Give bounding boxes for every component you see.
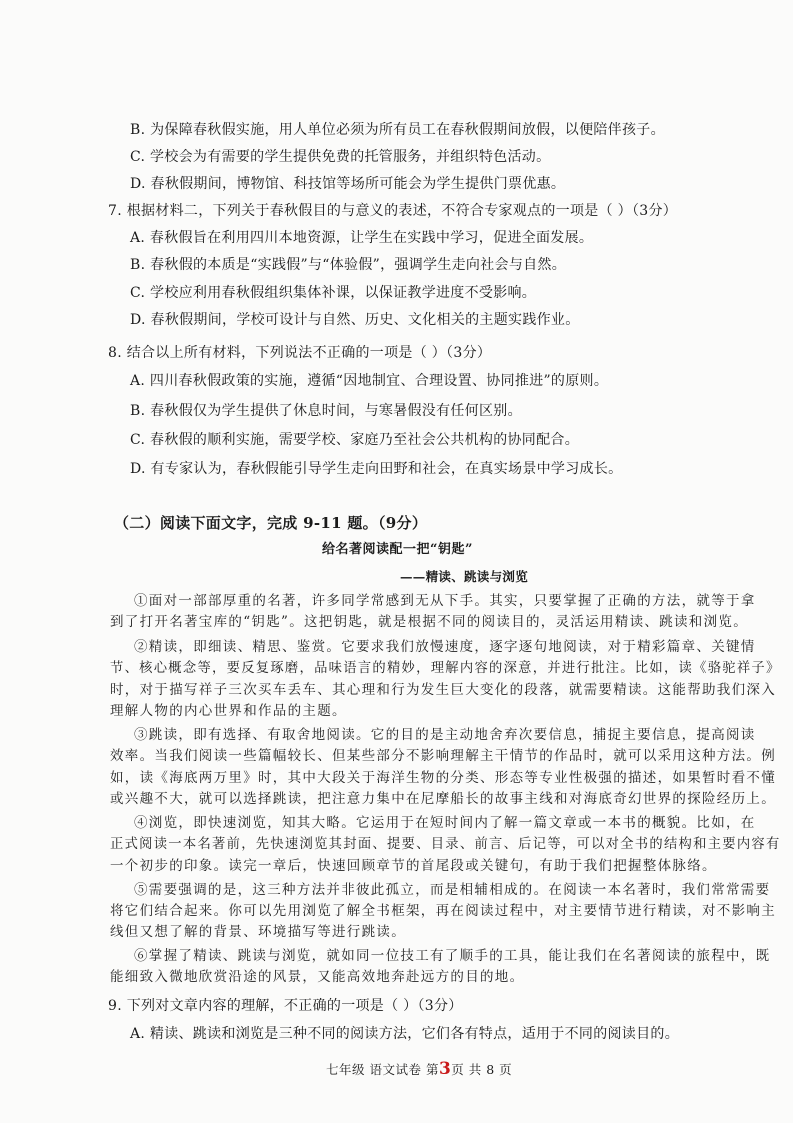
footer-left: 七年级 语文试卷 第 xyxy=(326,1062,439,1077)
passage-line: 效率。当我们阅读一些篇幅较长、但某些部分不影响理解主干情节的作品时，就可以采用这种方法。例 xyxy=(110,748,776,764)
q8-option-c: C. 春秋假的顺利实施，需要学校、家庭乃至社会公共机构的协同配合。 xyxy=(130,432,580,448)
passage-line: 线但又想了解的背景、环境描写等进行跳读。 xyxy=(110,924,406,940)
passage-line: 能细致入微地欣赏沿途的风景，又能高效地奔赴远方的目的地。 xyxy=(110,969,525,985)
passage-line: 时，对于描写祥子三次买车丢车、其心理和行为发生巨大变化的段落，就需要精读。这能帮助我们深入 xyxy=(110,682,776,698)
article-title: 给名著阅读配一把“钥匙” xyxy=(322,542,473,557)
page-number: 3 xyxy=(438,1059,452,1079)
passage-line: 如，读《海底两万里》时，其中大段关于海洋生物的分类、形态等专业性极强的描述，如果暂时看不懂 xyxy=(110,770,776,786)
q7-option-c: C. 学校应利用春秋假组织集体补课，以保证教学进度不受影响。 xyxy=(130,285,537,301)
q7-option-b: B. 春秋假的本质是“实践假”与“体验假”，强调学生走向社会与自然。 xyxy=(130,257,567,273)
q6-option-b: B. 为保障春秋假实施，用人单位必须为所有员工在春秋假期间放假，以便陪伴孩子。 xyxy=(130,122,665,138)
footer-right: 页 共 8 页 xyxy=(451,1062,513,1077)
q8-option-b: B. 春秋假仅为学生提供了休息时间，与寒暑假没有任何区别。 xyxy=(130,403,522,419)
question-9: 9. 下列对文章内容的理解，不正确的一项是（ ）（3分） xyxy=(108,998,463,1014)
passage-line: 将它们结合起来。你可以先用浏览了解全书框架，再在阅读过程中，对主要情节进行精读，对不影响主 xyxy=(110,903,776,919)
q6-option-d: D. 春秋假期间，博物馆、科技馆等场所可能会为学生提供门票优惠。 xyxy=(130,176,566,192)
passage-line: 或兴趣不大，就可以选择跳读，把注意力集中在尼摩船长的故事主线和对海底奇幻世界的探险经历上。 xyxy=(110,791,776,807)
passage-line: 到了打开名著宝库的“钥匙”。这把钥匙，就是根据不同的阅读目的，灵活运用精读、跳读和浏览。 xyxy=(110,614,749,630)
q9-option-a: A. 精读、跳读和浏览是三种不同的阅读方法，它们各有特点，适用于不同的阅读目的。 xyxy=(130,1026,680,1042)
q8-option-a: A. 四川春秋假政策的实施，遵循“因地制宜、合理设置、协同推进”的原则。 xyxy=(130,373,609,389)
passage-line: ⑥掌握了精读、跳读与浏览，就如同一位技工有了顺手的工具，能让我们在名著阅读的旅程中，既 xyxy=(134,948,771,964)
passage-line: 节、核心概念等，要反复琢磨，品味语言的精妙，理解内容的深意，并进行批注。比如，读《骆驼祥子》 xyxy=(110,660,781,676)
passage-line: ②精读，即细读、精思、鉴赏。它要求我们放慢速度，逐字逐句地阅读，对于精彩篇章、关键情 xyxy=(134,639,756,655)
passage-line: ①面对一部部厚重的名著，许多同学常感到无从下手。其实，只要掌握了正确的方法，就等于拿 xyxy=(134,593,756,609)
q7-option-d: D. 春秋假期间，学校可设计与自然、历史、文化相关的主题实践作业。 xyxy=(130,312,580,328)
passage-line: 一个初步的印象。读完一章后，快速回顾章节的首尾段或关键句，有助于我们把握整体脉络。 xyxy=(110,858,717,874)
section-2-heading: （二）阅读下面文字，完成 9-11 题。（9分） xyxy=(114,514,428,532)
article-subtitle: ——精读、跳读与浏览 xyxy=(400,569,529,584)
question-7: 7. 根据材料二，下列关于春秋假目的与意义的表述，不符合专家观点的一项是（ ）（3分） xyxy=(108,203,678,219)
q6-option-c: C. 学校会为有需要的学生提供免费的托管服务，并组织特色活动。 xyxy=(130,149,551,165)
q8-option-d: D. 有专家认为，春秋假能引导学生走向田野和社会，在真实场景中学习成长。 xyxy=(130,461,623,477)
question-8: 8. 结合以上所有材料，下列说法不正确的一项是（ ）（3分） xyxy=(108,345,492,361)
passage-line: 正式阅读一本名著前，先快速浏览其封面、提要、目录、前言、后记等，可以对全书的结构和主要内容有 xyxy=(110,836,781,852)
passage-line: ④浏览，即快速浏览，知其大略。它运用于在短时间内了解一篇文章或一本书的概貌。比如，在 xyxy=(134,815,756,831)
q7-option-a: A. 春秋假旨在利用四川本地资源，让学生在实践中学习，促进全面发展。 xyxy=(130,230,594,246)
page-footer xyxy=(326,1060,512,1079)
passage-line: ⑤需要强调的是，这三种方法并非彼此孤立，而是相辅相成的。在阅读一本名著时，我们常常需要 xyxy=(134,882,771,898)
passage-line: ③跳读，即有选择、有取舍地阅读。它的目的是主动地舍弃次要信息，捕捉主要信息，提高阅读 xyxy=(134,727,756,743)
passage-line: 理解人物的内心世界和作品的主题。 xyxy=(110,703,347,719)
